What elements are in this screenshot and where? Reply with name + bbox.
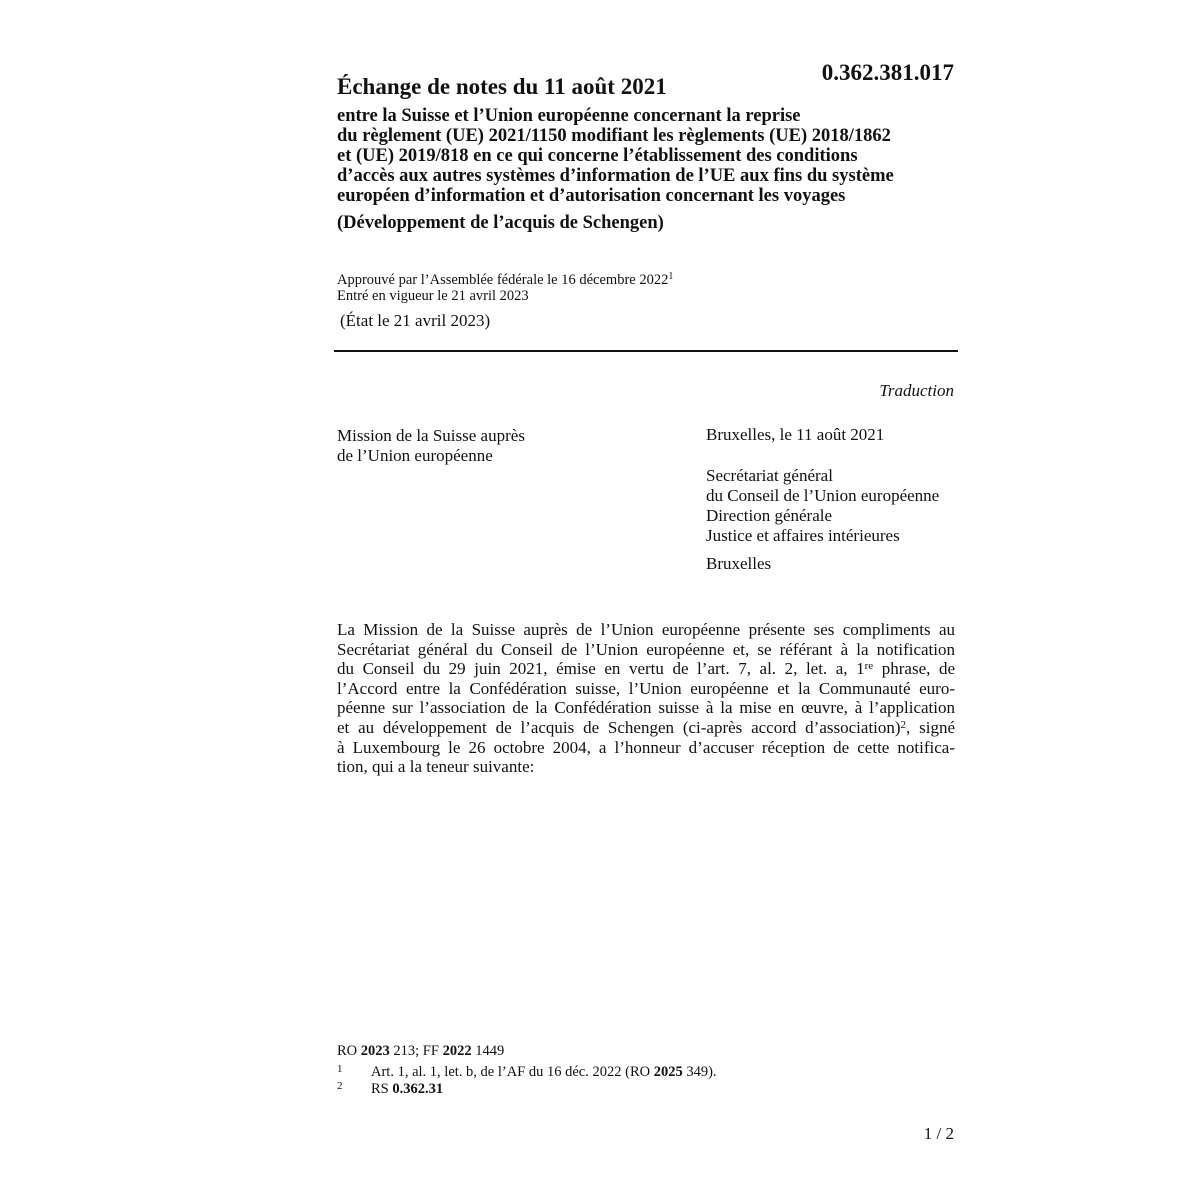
body-line: La Mission de la Suisse auprès de l’Union européenne présente ses compliments au	[337, 620, 955, 639]
subtitle-line: européen d’information et d’autorisation concernant les voyages	[337, 186, 846, 206]
body-line: du Conseil du 29 juin 2021, émise en vertu de l’art. 7, al. 2, let. a, 1re phrase, de	[337, 659, 955, 679]
body-line: Secrétariat général du Conseil de l’Union européenne et, se référant à la notification	[337, 639, 955, 659]
footnote-1: 1 Art. 1, al. 1, let. b, de l’AF du 16 déc. 2022 (RO 2025 349).	[337, 1063, 717, 1080]
recipient-city: Bruxelles	[706, 554, 772, 573]
header-divider	[334, 350, 958, 352]
approval-text: Approuvé par l’Assemblée fédérale le 16 décembre 2022	[337, 272, 669, 288]
sr-number: 0.362.381.017	[821, 60, 954, 85]
document-title: Échange de notes du 11 août 2021	[337, 74, 667, 99]
footnote-number: 1	[337, 1063, 343, 1075]
schengen-subtitle: (Développement de l’acquis de Schengen)	[337, 213, 664, 233]
subtitle-line: d’accès aux autres systèmes d’information de l’UE aux fins du système	[337, 166, 894, 186]
in-force-line: Entré en vigueur le 21 avril 2023	[337, 288, 529, 304]
subtitle-line: et (UE) 2019/818 en ce qui concerne l’établissement des conditions	[337, 146, 858, 166]
recipient-line: Justice et affaires intérieures	[706, 526, 900, 545]
place-date: Bruxelles, le 11 août 2021	[706, 425, 885, 444]
footnote-number: 2	[337, 1080, 343, 1092]
sender-block	[337, 426, 525, 466]
body-paragraph	[337, 620, 955, 777]
recipient-line: du Conseil de l’Union européenne	[706, 486, 940, 505]
recipient-line: Secrétariat général	[706, 466, 833, 485]
footnote-ref: 2	[900, 718, 907, 731]
body-line: l’Accord entre la Confédération suisse, l’Union européenne et la Communauté euro-	[337, 678, 955, 698]
source-footnote: RO 2023 213; FF 2022 1449	[337, 1043, 505, 1059]
sender-line: Mission de la Suisse auprès	[337, 426, 525, 445]
body-line: péenne sur l’association de la Confédération suisse à la mise en œuvre, à l’application	[337, 698, 955, 718]
subtitle-line: du règlement (UE) 2021/1150 modifiant les règlements (UE) 2018/1862	[337, 126, 891, 146]
footnote-2: 2 RS 0.362.31	[337, 1080, 444, 1097]
body-line: et au développement de l’acquis de Schengen (ci-après accord d’association)$^2$, signé	[337, 717, 955, 737]
status-line: (État le 21 avril 2023)	[340, 311, 491, 330]
subtitle-line: entre la Suisse et l’Union européenne concernant la reprise	[337, 106, 801, 126]
sender-line: de l’Union européenne	[337, 446, 493, 465]
superscript-ordinal: re	[864, 660, 874, 673]
approval-line	[337, 271, 673, 289]
page-number: 1 / 2	[923, 1124, 954, 1143]
recipient-block	[706, 466, 939, 546]
body-line: à Luxembourg le 26 octobre 2004, a l’honneur d’accuser réception de cette notifica-	[337, 737, 955, 757]
body-line: tion, qui a la teneur suivante:	[337, 757, 535, 777]
recipient-line: Direction générale	[706, 506, 833, 525]
footnote-ref: 1	[668, 271, 674, 282]
document-subtitle	[337, 106, 977, 206]
translation-label: Traduction	[879, 381, 954, 400]
